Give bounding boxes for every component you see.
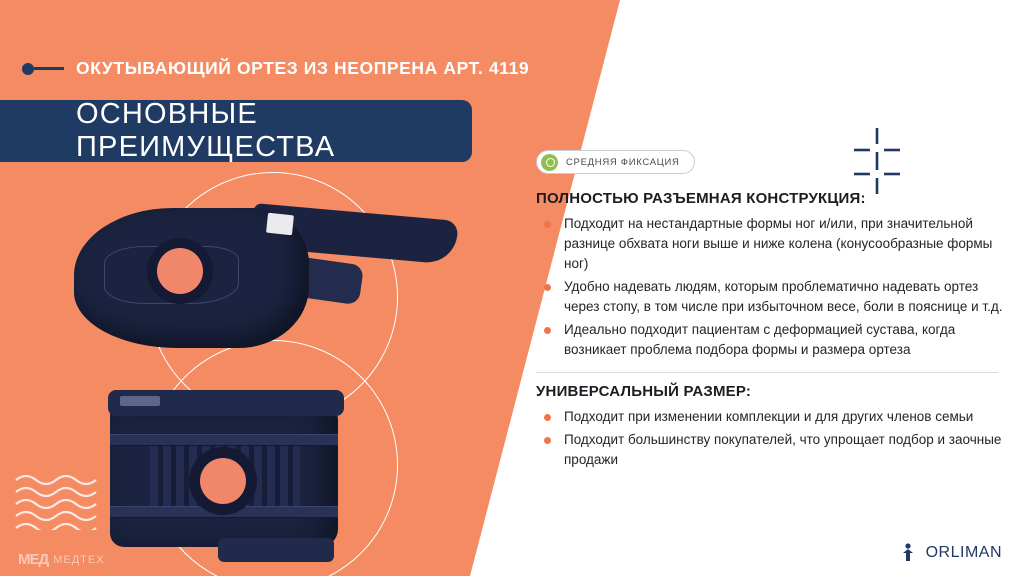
- footer-logo-left: [18, 551, 105, 568]
- section-title: ПОЛНОСТЬЮ РАЗЪЕМНАЯ КОНСТРУКЦИЯ:: [536, 189, 866, 207]
- footer-logo-right: [897, 542, 1002, 564]
- medtech-logo-icon: МЕД: [18, 551, 49, 568]
- wrap-brand-mark: [120, 396, 160, 406]
- rule-line: [34, 67, 64, 70]
- page-title: ОСНОВНЫЕ ПРЕИМУЩЕСТВА: [76, 98, 336, 163]
- brace-patella-opening: [157, 248, 203, 294]
- product-image-wrapped-brace: [100, 386, 400, 576]
- wrap-patella-opening: [200, 458, 246, 504]
- orliman-logo-icon: [897, 542, 919, 564]
- section-title: УНИВЕРСАЛЬНЫЙ РАЗМЕР:: [536, 382, 752, 400]
- status-badge: [536, 150, 695, 174]
- product-image-open-brace: [52, 200, 452, 360]
- benefit-list: [536, 214, 1004, 360]
- section-universal-size: [536, 383, 1004, 470]
- bullet-dot-icon: [22, 63, 34, 75]
- content-column: [536, 150, 1004, 473]
- list-item: Подходит при изменении комплекции и для других членов семьи: [536, 407, 1004, 427]
- list-item: Подходит на нестандартные формы ног и/или, при значительной разнице обхвата ноги выше и ниже колена (конусообразные формы ног): [536, 214, 1004, 274]
- list-item: Удобно надевать людям, которым проблематично надевать ортез через стопу, в том числе при избыточном весе, боли в пояснице и т.д.: [536, 277, 1004, 317]
- status-badge-label: СРЕДНЯЯ ФИКСАЦИЯ: [566, 156, 680, 168]
- list-item: Идеально подходит пациентам с деформацией сустава, когда возникает проблема подбора формы и размера ортеза: [536, 320, 1004, 360]
- fixation-level-icon: [541, 154, 558, 171]
- list-item: Подходит большинству покупателей, что упрощает подбор и заочные продажи: [536, 430, 1004, 470]
- wrap-band-upper: [110, 434, 338, 446]
- footer-logo-left-label: МЕДТЕХ: [53, 553, 105, 566]
- wrap-band-lower: [110, 506, 338, 518]
- product-kicker-title: ОКУТЫВАЮЩИЙ ОРТЕЗ ИЗ НЕОПРЕНА АРТ. 4119: [76, 58, 530, 78]
- wrap-bottom-strap: [218, 538, 334, 562]
- benefit-list: [536, 407, 1004, 470]
- kicker-line-group: [22, 58, 529, 79]
- section-divider: [536, 372, 998, 373]
- section-detachable-construction: [536, 190, 1004, 360]
- headline-bar: [0, 100, 472, 162]
- brace-label-tag: [266, 213, 294, 236]
- wave-decoration-icon: [14, 474, 100, 530]
- footer-logo-right-label: ORLIMAN: [925, 544, 1002, 561]
